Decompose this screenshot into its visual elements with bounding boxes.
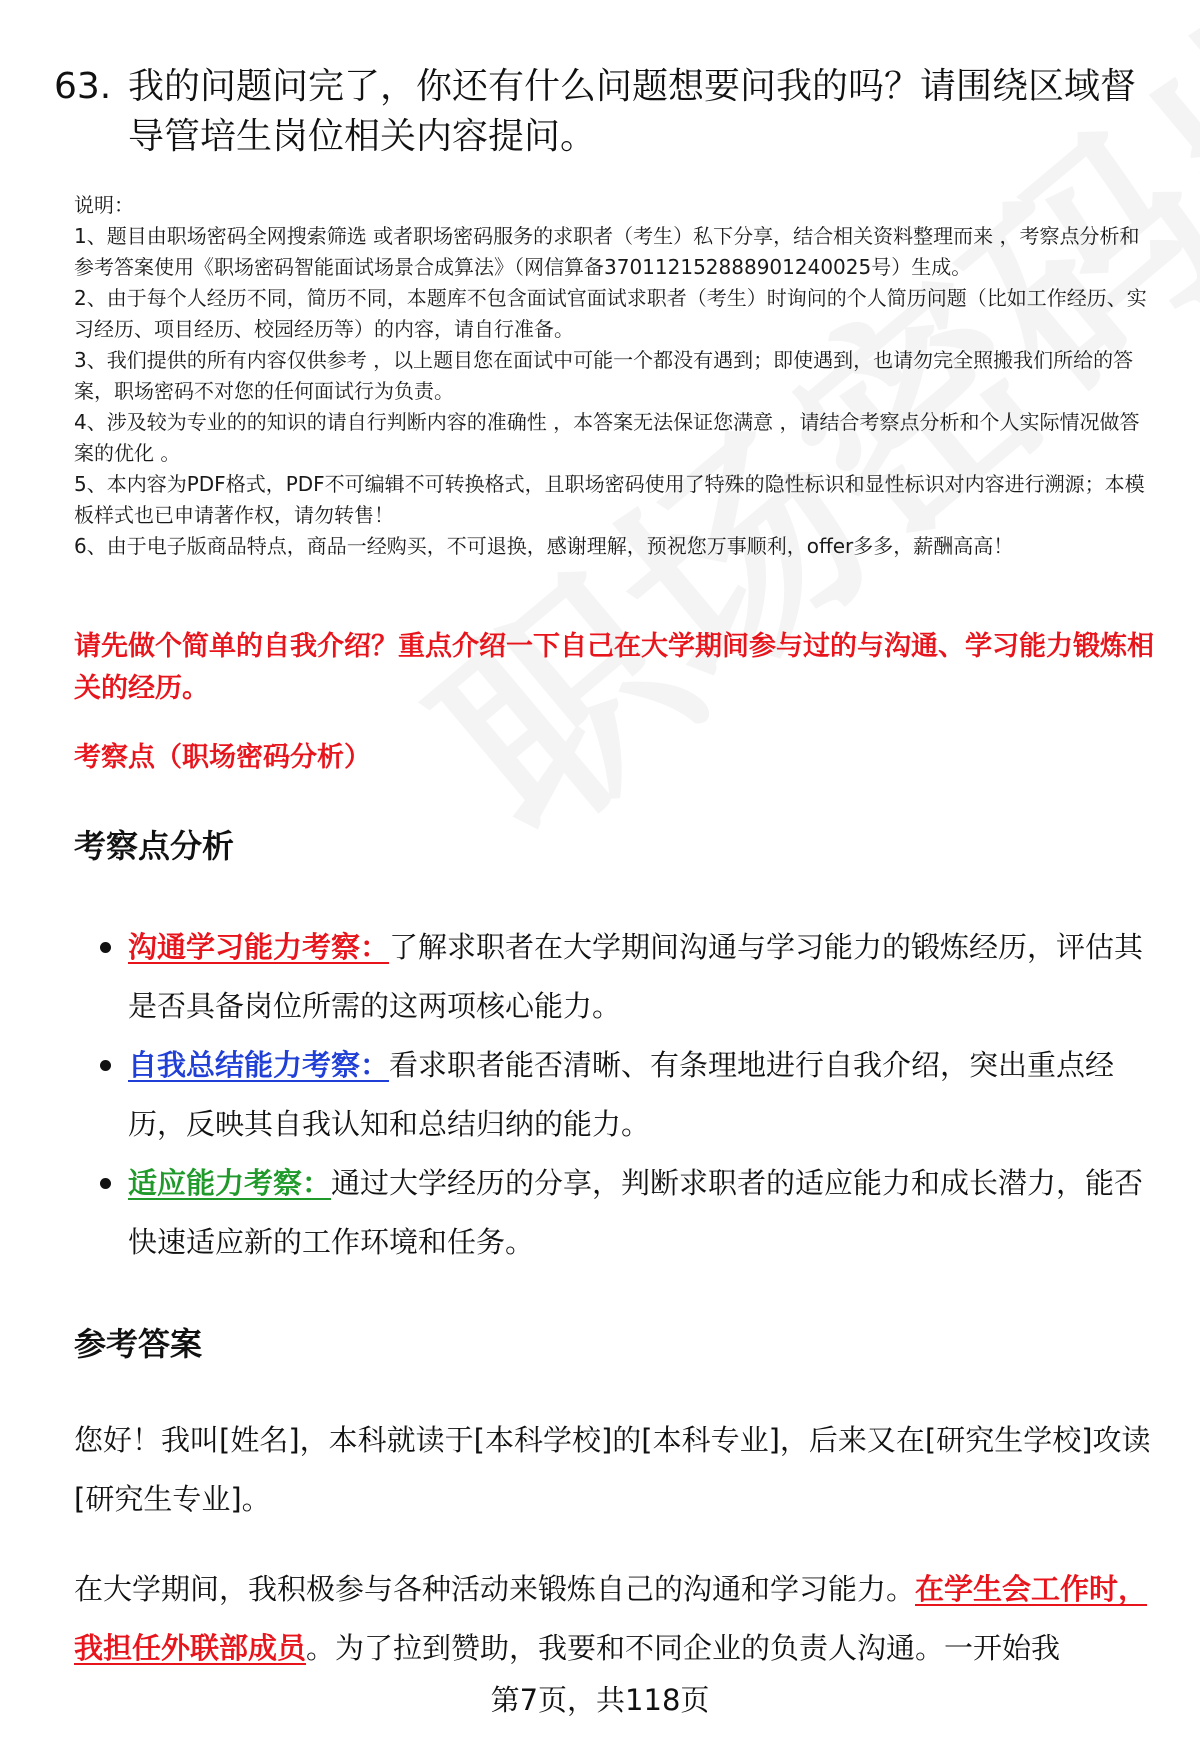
analysis-tag: 自我总结能力考察： bbox=[128, 1048, 390, 1082]
bullet-dot bbox=[100, 1060, 111, 1071]
reference-heading: 参考答案 bbox=[74, 1325, 203, 1363]
note-item: 5、本内容为PDF格式，PDF不可编辑不可转换格式，且职场密码使用了特殊的隐性标识和显性标识对内容进行溯源；本模板样式也已申请著作权，请勿转售！ bbox=[74, 472, 1145, 527]
answer-emphasis: 在学生会工作时，我担任外联部成员 bbox=[74, 1572, 1148, 1665]
note-item: 6、由于电子版商品特点，商品一经购买，不可退换，感谢理解，预祝您万事顺利，offer多多，薪酬高高！ bbox=[74, 534, 1014, 558]
answer-text: 。为了拉到赞助，我要和不同企业的负责人沟通。一开始我 bbox=[306, 1631, 1061, 1665]
interview-question: 请先做个简单的自我介绍？重点介绍一下自己在大学期间参与过的与沟通、学习能力锻炼相关的经历。 bbox=[74, 631, 1154, 704]
analysis-text: 了解求职者在大学期间沟通与学习能力的锻炼经历，评估其是否具备岗位所需的这两项核心能力。 bbox=[128, 930, 1144, 1023]
analysis-item bbox=[74, 1036, 1154, 1154]
question-number: 63. bbox=[54, 66, 112, 107]
answer-paragraph-1: 您好！我叫[姓名]，本科就读于[本科学校]的[本科专业]，后来又在[研究生学校]攻读[研究生专业]。 bbox=[74, 1423, 1151, 1516]
bullet-dot bbox=[100, 942, 111, 953]
page-footer: 第7页，共118页 bbox=[490, 1683, 710, 1717]
analysis-list bbox=[74, 918, 1154, 1272]
note-item: 1、题目由职场密码全网搜索筛选 或者职场密码服务的求职者（考生）私下分享，结合相关资料整理而来 ，考察点分析和参考答案使用《职场密码智能面试场景合成算法》（网信算备370112152888901240025号）生成。 bbox=[74, 224, 1140, 279]
answer-paragraph-2 bbox=[74, 1560, 1154, 1678]
analysis-tag: 适应能力考察： bbox=[128, 1166, 332, 1200]
analysis-subtitle: 考察点（职场密码分析） bbox=[74, 742, 371, 773]
analysis-item bbox=[74, 918, 1154, 1036]
bullet-dot bbox=[100, 1178, 111, 1189]
analysis-text: 看求职者能否清晰、有条理地进行自我介绍，突出重点经历，反映其自我认知和总结归纳的能力。 bbox=[128, 1048, 1115, 1141]
analysis-tag: 沟通学习能力考察： bbox=[128, 930, 390, 964]
note-item: 4、涉及较为专业的的知识的请自行判断内容的准确性 ，本答案无法保证您满意 ，请结合考察点分析和个人实际情况做答案的优化 。 bbox=[74, 410, 1140, 465]
analysis-text: 通过大学经历的分享，判断求职者的适应能力和成长潜力，能否快速适应新的工作环境和任务。 bbox=[128, 1166, 1144, 1259]
question-title bbox=[54, 62, 1144, 162]
note-item: 2、由于每个人经历不同，简历不同，本题库不包含面试官面试求职者（考生）时询问的个人简历问题（比如工作经历、实习经历、项目经历、校园经历等）的内容，请自行准备。 bbox=[74, 286, 1147, 341]
answer-text: 在大学期间，我积极参与各种活动来锻炼自己的沟通和学习能力。 bbox=[74, 1572, 916, 1606]
notes-block bbox=[74, 190, 1154, 562]
question-text: 我的问题问完了，你还有什么问题想要问我的吗？请围绕区域督导管培生岗位相关内容提问。 bbox=[128, 66, 1137, 157]
analysis-heading: 考察点分析 bbox=[74, 827, 235, 865]
notes-heading: 说明： bbox=[74, 193, 134, 217]
analysis-item bbox=[74, 1154, 1154, 1272]
note-item: 3、我们提供的所有内容仅供参考 ，以上题目您在面试中可能一个都没有遇到；即使遇到，也请勿完全照搬我们所给的答案，职场密码不对您的任何面试行为负责。 bbox=[74, 348, 1134, 403]
